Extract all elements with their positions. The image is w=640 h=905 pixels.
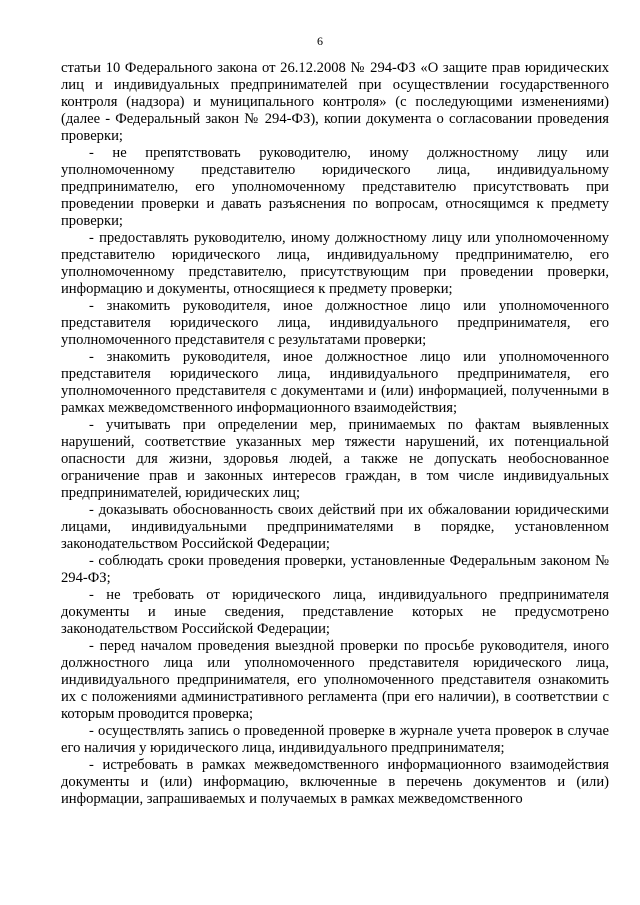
duty-item: - знакомить руководителя, иное должностное лицо или уполномоченного представителя юридического лица, индивидуального предпринимателя, его уполномоченного представителя с результатами проверки; — [61, 298, 609, 348]
duty-item: - не препятствовать руководителю, иному должностному лицу или уполномоченному представителю юридического лица, индивидуальному предпринимателю, его уполномоченному представителю присутствовать при проведении проверки и давать разъяснения по вопросам, относящимся к предмету проверки; — [61, 145, 609, 229]
duty-item: - осуществлять запись о проведенной проверке в журнале учета проверок в случае его наличия у юридического лица, индивидуального предпринимателя; — [61, 723, 609, 756]
duty-item: - истребовать в рамках межведомственного информационного взаимодействия документы и (или) информацию, включенные в перечень документов и (или) информации, запрашиваемых и получаемых в рамках межведомственного — [61, 757, 609, 807]
duty-item: - предоставлять руководителю, иному должностному лицу или уполномоченному представителю юридического лица, индивидуальному предпринимателю, его уполномоченному представителю, присутствующим при проведении проверки, информацию и документы, относящиеся к предмету проверки; — [61, 230, 609, 297]
page-number: 6 — [317, 34, 323, 48]
duty-item: - знакомить руководителя, иное должностное лицо или уполномоченного представителя юридического лица, индивидуального предпринимателя, его уполномоченного представителя с документами и (или) информацией, полученными в рамках межведомственного информационного взаимодействия; — [61, 349, 609, 416]
paragraph-intro: статьи 10 Федерального закона от 26.12.2008 № 294-ФЗ «О защите прав юридических лиц и индивидуальных предпринимателей при осуществлении государственного контроля (надзора) и муниципального контроля» (с последующими изменениями) (далее - Федеральный закон № 294-ФЗ), копии документа о согласовании проведения проверки; — [61, 60, 609, 144]
duty-item: - доказывать обоснованность своих действий при их обжаловании юридическими лицами, индивидуальными предпринимателями в порядке, установленном законодательством Российской Федерации; — [61, 502, 609, 552]
duty-item: - перед началом проведения выездной проверки по просьбе руководителя, иного должностного лица или уполномоченного представителя юридического лица, индивидуального предпринимателя, его уполномоченного представителя ознакомить их с положениями административного регламента (при его наличии), в соответствии с которым проводится проверка; — [61, 638, 609, 722]
duty-item: - учитывать при определении мер, принимаемых по фактам выявленных нарушений, соответствие указанных мер тяжести нарушений, их потенциальной опасности для жизни, здоровья людей, а также не допускать необоснованное ограничение прав и законных интересов граждан, в том числе индивидуальных предпринимателей, юридических лиц; — [61, 417, 609, 501]
duty-item: - соблюдать сроки проведения проверки, установленные Федеральным законом № 294-ФЗ; — [61, 553, 609, 586]
duty-item: - не требовать от юридического лица, индивидуального предпринимателя документы и иные сведения, представление которых не предусмотрено законодательством Российской Федерации; — [61, 587, 609, 637]
document-body — [61, 60, 609, 808]
